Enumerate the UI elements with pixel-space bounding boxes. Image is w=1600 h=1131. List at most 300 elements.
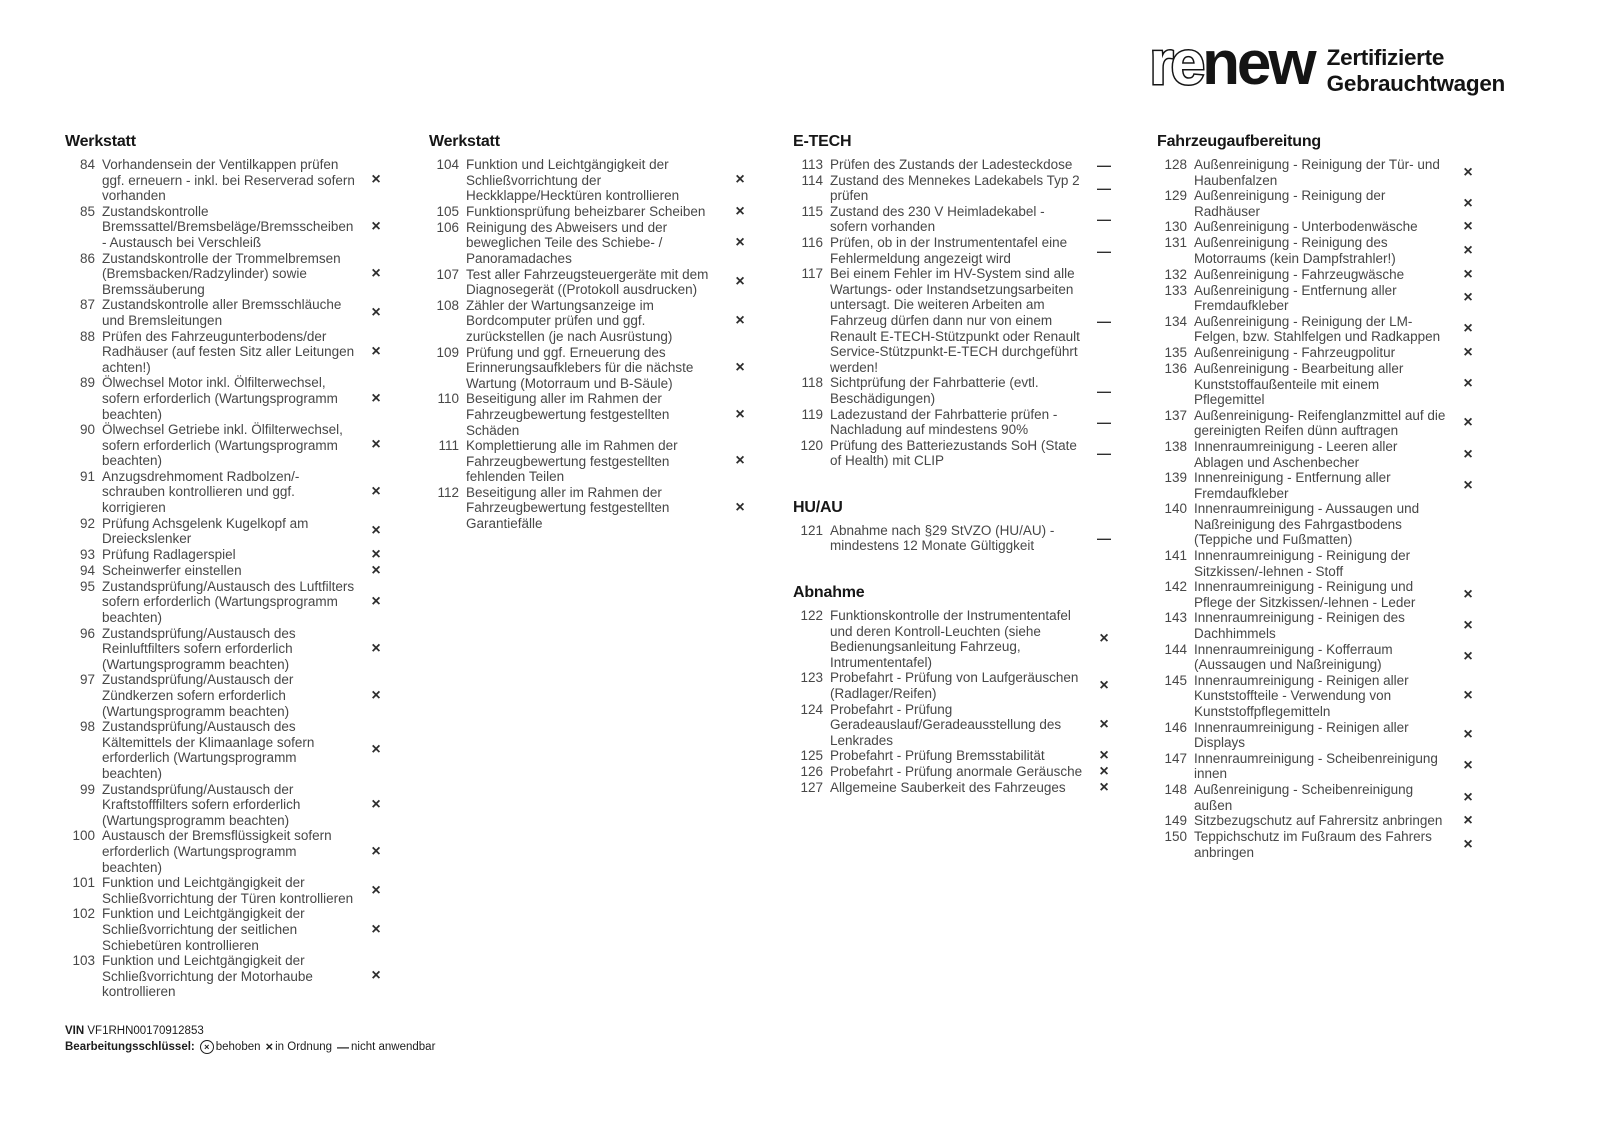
- item-text: Beseitigung aller im Rahmen der Fahrzeugbewertung festgestellten Schäden: [466, 391, 670, 438]
- x-mark-icon: ×: [1463, 163, 1473, 181]
- item-number: 99: [79, 781, 95, 797]
- checklist-columns: [65, 133, 1487, 1000]
- legend-label: nicht anwendbar: [351, 1041, 436, 1053]
- item-number: 137: [1164, 407, 1187, 423]
- item-number: 147: [1164, 750, 1187, 766]
- checklist-item: [1157, 439, 1487, 470]
- item-number: 124: [800, 701, 823, 717]
- logo-new-solid: new: [1202, 29, 1314, 98]
- x-mark-icon: ×: [1463, 617, 1473, 635]
- dash-mark-icon: —: [1097, 382, 1111, 399]
- checklist-item: [65, 672, 395, 719]
- x-mark-icon: ×: [735, 499, 745, 517]
- item-number: 105: [436, 203, 459, 219]
- checklist-item: [1157, 408, 1487, 439]
- checklist-item: [65, 782, 395, 829]
- dash-icon: —: [337, 1040, 350, 1054]
- item-number: 129: [1164, 188, 1187, 204]
- checklist-section: [793, 584, 1123, 796]
- item-text: Prüfung des Batteriezustands SoH (State of Health) mit CLIP: [830, 437, 1077, 469]
- item-number: 131: [1164, 235, 1187, 251]
- item-number: 96: [79, 625, 95, 641]
- item-text: Ladezustand der Fahrbatterie prüfen - Nachladung auf mindestens 90%: [830, 406, 1058, 438]
- item-number: 95: [79, 578, 95, 594]
- item-number: 128: [1164, 157, 1187, 172]
- checklist-item: [65, 375, 395, 422]
- item-number: 135: [1164, 344, 1187, 360]
- x-mark-icon: ×: [735, 234, 745, 252]
- item-text: Außenreinigung - Bearbeitung aller Kunststoffaußenteile mit einem Pflegemittel: [1194, 360, 1404, 408]
- x-mark-icon: ×: [371, 342, 381, 360]
- item-text: Innenraumreinigung - Reinigen des Dachhimmels: [1194, 610, 1405, 642]
- item-number: 84: [79, 157, 95, 172]
- item-number: 132: [1164, 266, 1187, 282]
- item-text: Funktion und Leichtgängigkeit der Schließvorrichtung der Heckklappe/Hecktüren kontrollieren: [466, 157, 680, 204]
- checklist-item: [1157, 829, 1487, 860]
- checklist-item: [429, 298, 759, 345]
- checklist-item: [793, 235, 1123, 266]
- item-text: Probefahrt - Prüfung Geradeauslauf/Geradeausstellung des Lenkrades: [830, 701, 1062, 748]
- x-mark-icon: ×: [1463, 757, 1473, 775]
- item-number: 86: [79, 250, 95, 266]
- item-text: Außenreinigung - Unterbodenwäsche: [1194, 219, 1418, 235]
- checklist-item: [1157, 345, 1487, 361]
- item-number: 141: [1164, 548, 1187, 564]
- checklist-item: [1157, 501, 1487, 548]
- item-text: Prüfen des Zustands der Ladesteckdose: [830, 157, 1073, 172]
- item-number: 103: [72, 953, 95, 969]
- tagline-line2: Gebrauchtwagen: [1326, 70, 1505, 96]
- item-text: Innenraumreinigung - Aussaugen und Naßreinigung des Fahrgastbodens (Teppiche und Fußmatten): [1194, 501, 1420, 548]
- circled-x-icon: ×: [200, 1040, 214, 1054]
- item-text: Austausch der Bremsflüssigkeit sofern erforderlich (Wartungsprogramm beachten): [102, 828, 332, 875]
- page-header: [1149, 30, 1505, 98]
- checklist-item: [1157, 610, 1487, 641]
- legend-item: [337, 1039, 435, 1055]
- dash-mark-icon: —: [1097, 414, 1111, 431]
- item-text: Außenreinigung - Reinigung des Motorraums (kein Dampfstrahler!): [1194, 235, 1396, 266]
- item-text: Außenreinigung- Reifenglanzmittel auf die gereinigten Reifen dünn auftragen: [1194, 407, 1446, 439]
- item-text: Sichtprüfung der Fahrbatterie (evtl. Beschädigungen): [830, 375, 1039, 406]
- checklist-column: [429, 133, 759, 532]
- x-mark-icon: ×: [371, 686, 381, 704]
- item-number: 126: [800, 764, 823, 780]
- dash-mark-icon: —: [1097, 211, 1111, 228]
- checklist-item: [65, 516, 395, 547]
- item-text: Außenreinigung - Fahrzeugpolitur: [1194, 344, 1396, 360]
- item-text: Probefahrt - Prüfung anormale Geräusche: [830, 764, 1083, 780]
- item-number: 90: [79, 422, 95, 438]
- checklist-item: [429, 438, 759, 485]
- checklist-item: [1157, 642, 1487, 673]
- checklist-item: [1157, 751, 1487, 782]
- checklist-section: [429, 133, 759, 532]
- page-footer: [65, 1023, 435, 1055]
- item-number: 144: [1164, 641, 1187, 657]
- x-mark-icon: ×: [1463, 289, 1473, 307]
- item-number: 94: [79, 562, 95, 578]
- dash-mark-icon: —: [1097, 312, 1111, 329]
- checklist-item: [65, 626, 395, 673]
- item-text: Prüfen, ob in der Instrumententafel eine Fehlermeldung angezeigt wird: [830, 234, 1068, 266]
- item-number: 102: [72, 906, 95, 922]
- checklist-item: [65, 563, 395, 579]
- item-text: Ölwechsel Motor inkl. Ölfilterwechsel, sofern erforderlich (Wartungsprogramm beachten): [102, 375, 338, 422]
- x-mark-icon: ×: [371, 593, 381, 611]
- checklist-item: [1157, 157, 1487, 188]
- item-number: 122: [800, 608, 823, 624]
- checklist-item: [793, 157, 1123, 173]
- x-mark-icon: ×: [1099, 677, 1109, 695]
- checklist-item: [429, 204, 759, 220]
- x-mark-icon: ×: [735, 405, 745, 423]
- item-number: 110: [437, 391, 459, 407]
- checklist-item: [1157, 579, 1487, 610]
- x-mark-icon: ×: [1463, 476, 1473, 494]
- dash-mark-icon: —: [1097, 156, 1111, 173]
- item-number: 89: [79, 375, 95, 391]
- x-mark-icon: ×: [1463, 687, 1473, 705]
- item-text: Zustandskontrolle aller Bremsschläuche und Bremsleitungen: [102, 297, 342, 328]
- legend-items: [195, 1039, 436, 1055]
- item-number: 98: [79, 719, 95, 735]
- item-text: Probefahrt - Prüfung Bremsstabilität: [830, 748, 1045, 764]
- checklist-item: [65, 953, 395, 1000]
- checklist-item: [1157, 235, 1487, 266]
- x-mark-icon: ×: [371, 881, 381, 899]
- dash-mark-icon: —: [1097, 530, 1111, 547]
- checklist-item: [793, 702, 1123, 749]
- x-mark-icon: ×: [1463, 194, 1473, 212]
- item-number: 93: [79, 546, 95, 562]
- dash-mark-icon: —: [1097, 242, 1111, 259]
- item-number: 104: [436, 157, 459, 172]
- checklist-item: [429, 220, 759, 267]
- item-number: 123: [800, 670, 823, 686]
- item-text: Funktionskontrolle der Instrumententafel und deren Kontroll-Leuchten (siehe Bedienungsanleitung Fahrzeug, Intrumententafel): [830, 608, 1071, 670]
- item-text: Innenraumreinigung - Reinigen aller Kunststoffteile - Verwendung von Kunststoffpflegemitteln: [1194, 672, 1409, 719]
- item-number: 138: [1164, 438, 1187, 454]
- item-text: Außenreinigung - Reinigung der Radhäuser: [1194, 188, 1386, 219]
- checklist-item: [65, 157, 395, 204]
- item-number: 134: [1164, 313, 1187, 329]
- legend-row: [65, 1039, 435, 1055]
- checklist-item: [793, 375, 1123, 406]
- item-number: 107: [436, 266, 459, 282]
- item-number: 111: [438, 438, 459, 454]
- item-text: Komplettierung alle im Rahmen der Fahrzeugbewertung festgestellten fehlenden Teilen: [466, 438, 678, 485]
- checklist-item: [65, 204, 395, 251]
- item-number: 115: [801, 203, 823, 219]
- x-mark-icon: ×: [1463, 445, 1473, 463]
- item-number: 146: [1164, 719, 1187, 735]
- item-text: Außenreinigung - Fahrzeugwäsche: [1194, 266, 1405, 282]
- item-number: 130: [1164, 219, 1187, 235]
- item-number: 118: [801, 375, 823, 391]
- item-text: Zustandsprüfung/Austausch des Luftfilters sofern erforderlich (Wartungsprogramm beachten): [102, 578, 355, 626]
- x-mark-icon: ×: [1463, 788, 1473, 806]
- legend-label: behoben: [215, 1041, 261, 1053]
- item-text: Außenreinigung - Scheibenreinigung außen: [1194, 781, 1414, 813]
- checklist-item: [1157, 720, 1487, 751]
- checklist-item: [65, 875, 395, 906]
- item-text: Prüfung und ggf. Erneuerung des Erinnerungsaufklebers für die nächste Wartung (Motorraum und B-Säule): [466, 344, 694, 391]
- item-number: 127: [800, 780, 823, 796]
- x-mark-icon: ×: [371, 795, 381, 813]
- x-mark-icon: ×: [371, 303, 381, 321]
- checklist-item: [793, 407, 1123, 438]
- x-mark-icon: ×: [1463, 320, 1473, 338]
- item-text: Probefahrt - Prüfung von Laufgeräuschen (Radlager/Reifen): [830, 670, 1079, 702]
- item-number: 148: [1164, 781, 1187, 797]
- checklist-item: [793, 173, 1123, 204]
- x-mark-icon: ×: [371, 842, 381, 860]
- x-mark-icon: ×: [371, 741, 381, 759]
- logo-tagline: [1327, 30, 1505, 96]
- item-text: Abnahme nach §29 StVZO (HU/AU) - mindestens 12 Monate Gültiggkeit: [830, 522, 1055, 554]
- checklist-section: [793, 499, 1123, 554]
- item-text: Beseitigung aller im Rahmen der Fahrzeugbewertung festgestellten Garantiefälle: [466, 484, 670, 532]
- checklist-column: [65, 133, 395, 1000]
- checklist-item: [793, 748, 1123, 764]
- checklist-item: [1157, 267, 1487, 283]
- section-title: Werkstatt: [429, 133, 500, 150]
- x-mark-icon: ×: [371, 483, 381, 501]
- item-text: Funktion und Leichtgängigkeit der Schließvorrichtung der seitlichen Schiebetüren kontrollieren: [102, 906, 305, 953]
- item-number: 108: [436, 297, 459, 313]
- item-text: Innenreinigung - Entfernung aller Fremdaufkleber: [1194, 470, 1391, 501]
- x-mark-icon: ×: [371, 264, 381, 282]
- legend-item: [266, 1039, 333, 1055]
- x-mark-icon: ×: [1463, 265, 1473, 283]
- item-number: 143: [1164, 610, 1187, 626]
- x-mark-icon: ×: [735, 452, 745, 470]
- section-title: Werkstatt: [65, 133, 136, 150]
- x-mark-icon: ×: [735, 171, 745, 189]
- item-text: Innenraumreinigung - Reinigung der Sitzkissen/-lehnen - Stoff: [1194, 548, 1411, 579]
- x-mark-icon: ×: [1463, 585, 1473, 603]
- vin-value: VF1RHN00170912853: [87, 1025, 204, 1037]
- item-text: Sitzbezugschutz auf Fahrersitz anbringen: [1194, 813, 1443, 829]
- section-title: HU/AU: [793, 498, 843, 516]
- dash-mark-icon: —: [1097, 180, 1111, 197]
- x-mark-icon: ×: [1463, 648, 1473, 666]
- checklist-item: [429, 391, 759, 438]
- item-number: 133: [1164, 282, 1187, 298]
- x-mark-icon: ×: [1099, 779, 1109, 797]
- item-number: 117: [801, 266, 823, 282]
- x-mark-icon: ×: [371, 920, 381, 938]
- checklist-section: [65, 133, 395, 1000]
- item-text: Innenraumreinigung - Reinigen aller Displays: [1194, 719, 1409, 751]
- checklist-item: [429, 485, 759, 532]
- item-number: 116: [801, 234, 823, 250]
- checklist-item: [1157, 283, 1487, 314]
- item-number: 106: [436, 219, 459, 235]
- checklist-item: [429, 345, 759, 392]
- checklist-item: [65, 906, 395, 953]
- item-number: 101: [72, 875, 95, 891]
- item-number: 142: [1164, 579, 1187, 595]
- checklist-item: [793, 523, 1123, 554]
- item-number: 97: [79, 672, 95, 688]
- item-number: 149: [1164, 813, 1187, 829]
- item-number: 120: [800, 437, 823, 453]
- item-text: Bei einem Fehler im HV-System sind alle Wartungs- oder Instandsetzungsarbeiten untersagt. Die weiteren Arbeiten am Fahrzeug dürfen dann nur von einem Renault E-TECH-Stützpunkt oder Renault Service-Stützpunkt-E-TECH durchgeführt werden!: [830, 266, 1080, 375]
- x-mark-icon: ×: [735, 358, 745, 376]
- x-mark-icon: ×: [1463, 414, 1473, 432]
- item-text: Zustandsprüfung/Austausch des Kältemittels der Klimaanlage sofern erforderlich (Wartungsprogramm beachten): [102, 719, 315, 781]
- item-text: Funktion und Leichtgängigkeit der Schließvorrichtung der Motorhaube kontrollieren: [102, 953, 313, 1000]
- checklist-item: [65, 422, 395, 469]
- vin-line: [65, 1023, 435, 1039]
- x-mark-icon: ×: [735, 312, 745, 330]
- tagline-line1: Zertifizierte: [1326, 45, 1445, 70]
- item-text: Innenraumreinigung - Kofferraum (Aussaugen und Naßreinigung): [1194, 641, 1393, 673]
- checklist-section: [793, 133, 1123, 469]
- x-icon: ×: [265, 1039, 274, 1054]
- checklist-item: [65, 251, 395, 298]
- item-number: 112: [437, 484, 459, 500]
- checklist-item: [793, 670, 1123, 701]
- logo-re-outline: re: [1149, 29, 1203, 98]
- checklist-item: [65, 547, 395, 563]
- dash-mark-icon: —: [1097, 445, 1111, 462]
- item-number: 150: [1164, 829, 1187, 845]
- x-mark-icon: ×: [371, 522, 381, 540]
- section-title: E-TECH: [793, 133, 852, 150]
- checklist-item: [1157, 782, 1487, 813]
- x-mark-icon: ×: [1099, 630, 1109, 648]
- item-text: Prüfung Achsgelenk Kugelkopf am Dreieckslenker: [102, 515, 309, 547]
- x-mark-icon: ×: [1463, 343, 1473, 361]
- item-number: 140: [1164, 501, 1187, 517]
- item-text: Zustand des 230 V Heimladekabel - sofern vorhanden: [830, 203, 1045, 235]
- item-text: Prüfen des Fahrzeugunterbodens/der Radhäuser (auf festen Sitz aller Leitungen achten!): [102, 328, 355, 375]
- item-text: Anzugsdrehmoment Radbolzen/-schrauben kontrollieren und ggf. korrigieren: [102, 468, 300, 516]
- x-mark-icon: ×: [1099, 747, 1109, 765]
- x-mark-icon: ×: [371, 545, 381, 563]
- legend-title: Bearbeitungsschlüssel:: [65, 1041, 195, 1053]
- item-number: 113: [801, 157, 823, 172]
- x-mark-icon: ×: [1463, 241, 1473, 259]
- x-mark-icon: ×: [1463, 218, 1473, 236]
- item-text: Prüfung Radlagerspiel: [102, 546, 236, 562]
- x-mark-icon: ×: [1463, 812, 1473, 830]
- checklist-item: [1157, 548, 1487, 579]
- legend-item: [200, 1039, 261, 1055]
- checklist-item: [1157, 219, 1487, 235]
- x-mark-icon: ×: [371, 967, 381, 985]
- item-text: Innenraumreinigung - Leeren aller Ablagen und Aschenbecher: [1194, 438, 1398, 470]
- renew-logo: [1149, 30, 1313, 98]
- x-mark-icon: ×: [1463, 835, 1473, 853]
- checklist-item: [1157, 188, 1487, 219]
- checklist-item: [1157, 470, 1487, 501]
- checklist-item: [793, 204, 1123, 235]
- item-text: Test aller Fahrzeugsteuergeräte mit dem Diagnosegerät ((Protokoll ausdrucken): [466, 266, 709, 298]
- section-title: Fahrzeugaufbereitung: [1157, 133, 1322, 150]
- checklist-item: [793, 764, 1123, 780]
- checklist-item: [1157, 813, 1487, 829]
- checklist-item: [65, 297, 395, 328]
- item-number: 119: [801, 406, 823, 422]
- section-title: Abnahme: [793, 584, 865, 602]
- checklist-item: [429, 157, 759, 204]
- item-text: Zustand des Mennekes Ladekabels Typ 2 prüfen: [830, 172, 1080, 204]
- checklist-section: [1157, 133, 1487, 860]
- item-text: Zustandskontrolle Bremssattel/Bremsbeläge/Bremsscheiben - Austausch bei Verschleiß: [102, 203, 354, 250]
- item-text: Teppichschutz im Fußraum des Fahrers anbringen: [1194, 829, 1432, 860]
- checklist-item: [793, 438, 1123, 469]
- x-mark-icon: ×: [371, 389, 381, 407]
- item-text: Zähler der Wartungsanzeige im Bordcomputer prüfen und ggf. zurückstellen (je nach Ausrüstung): [466, 297, 673, 344]
- item-text: Zustandsprüfung/Austausch des Reinluftfilters sofern erforderlich (Wartungsprogramm beachten): [102, 625, 296, 672]
- item-text: Außenreinigung - Reinigung der Tür- und Haubenfalzen: [1194, 157, 1440, 188]
- legend-label: in Ordnung: [275, 1041, 333, 1053]
- checklist-item: [1157, 673, 1487, 720]
- item-number: 87: [79, 297, 95, 313]
- item-text: Reinigung des Abweisers und der beweglichen Teile des Schiebe- / Panoramadaches: [466, 219, 668, 266]
- item-number: 88: [79, 328, 95, 344]
- item-number: 91: [79, 468, 95, 484]
- item-text: Außenreinigung - Reinigung der LM-Felgen, bzw. Stahlfelgen und Radkappen: [1194, 313, 1441, 345]
- checklist-item: [65, 828, 395, 875]
- checklist-item: [793, 780, 1123, 796]
- item-text: Innenraumreinigung - Reinigung und Pflege der Sitzkissen/-lehnen - Leder: [1194, 579, 1416, 610]
- item-text: Funktionsprüfung beheizbarer Scheiben: [466, 203, 706, 219]
- vin-label: VIN: [65, 1025, 85, 1037]
- x-mark-icon: ×: [1099, 763, 1109, 781]
- item-text: Zustandsprüfung/Austausch der Zündkerzen sofern erforderlich (Wartungsprogramm beachten): [102, 672, 294, 719]
- x-mark-icon: ×: [1463, 726, 1473, 744]
- item-number: 125: [800, 748, 823, 764]
- item-text: Zustandsprüfung/Austausch der Kraftstofffilters sofern erforderlich (Wartungsprogramm beachten): [102, 781, 301, 828]
- item-text: Ölwechsel Getriebe inkl. Ölfilterwechsel, sofern erforderlich (Wartungsprogramm beachten): [102, 422, 343, 469]
- item-text: Zustandskontrolle der Trommelbremsen (Bremsbacken/Radzylinder) sowie Bremssäuberung: [102, 250, 341, 297]
- checklist-item: [65, 719, 395, 781]
- item-text: Innenraumreinigung - Scheibenreinigung innen: [1194, 750, 1438, 782]
- x-mark-icon: ×: [371, 640, 381, 658]
- item-number: 109: [436, 344, 459, 360]
- checklist-item: [793, 608, 1123, 670]
- x-mark-icon: ×: [371, 218, 381, 236]
- item-text: Funktion und Leichtgängigkeit der Schließvorrichtung der Türen kontrollieren: [102, 875, 354, 906]
- item-text: Vorhandensein der Ventilkappen prüfen ggf. erneuern - inkl. bei Reserverad sofern vorhanden: [102, 157, 355, 204]
- x-mark-icon: ×: [371, 436, 381, 454]
- checklist-item: [793, 266, 1123, 375]
- item-text: Allgemeine Sauberkeit des Fahrzeuges: [830, 780, 1066, 796]
- checklist-column: [793, 133, 1123, 796]
- item-number: 114: [801, 172, 823, 188]
- checklist-item: [65, 469, 395, 516]
- item-number: 100: [72, 828, 95, 844]
- checklist-item: [1157, 314, 1487, 345]
- checklist-item: [65, 329, 395, 376]
- item-number: 136: [1164, 360, 1187, 376]
- item-number: 92: [79, 515, 95, 531]
- x-mark-icon: ×: [371, 171, 381, 189]
- item-text: Außenreinigung - Entfernung aller Fremdaufkleber: [1194, 282, 1397, 314]
- item-number: 121: [800, 522, 823, 538]
- checklist-item: [429, 267, 759, 298]
- x-mark-icon: ×: [371, 561, 381, 579]
- item-number: 85: [79, 203, 95, 219]
- x-mark-icon: ×: [1099, 716, 1109, 734]
- checklist-column: [1157, 133, 1487, 860]
- x-mark-icon: ×: [735, 202, 745, 220]
- checklist-item: [1157, 361, 1487, 408]
